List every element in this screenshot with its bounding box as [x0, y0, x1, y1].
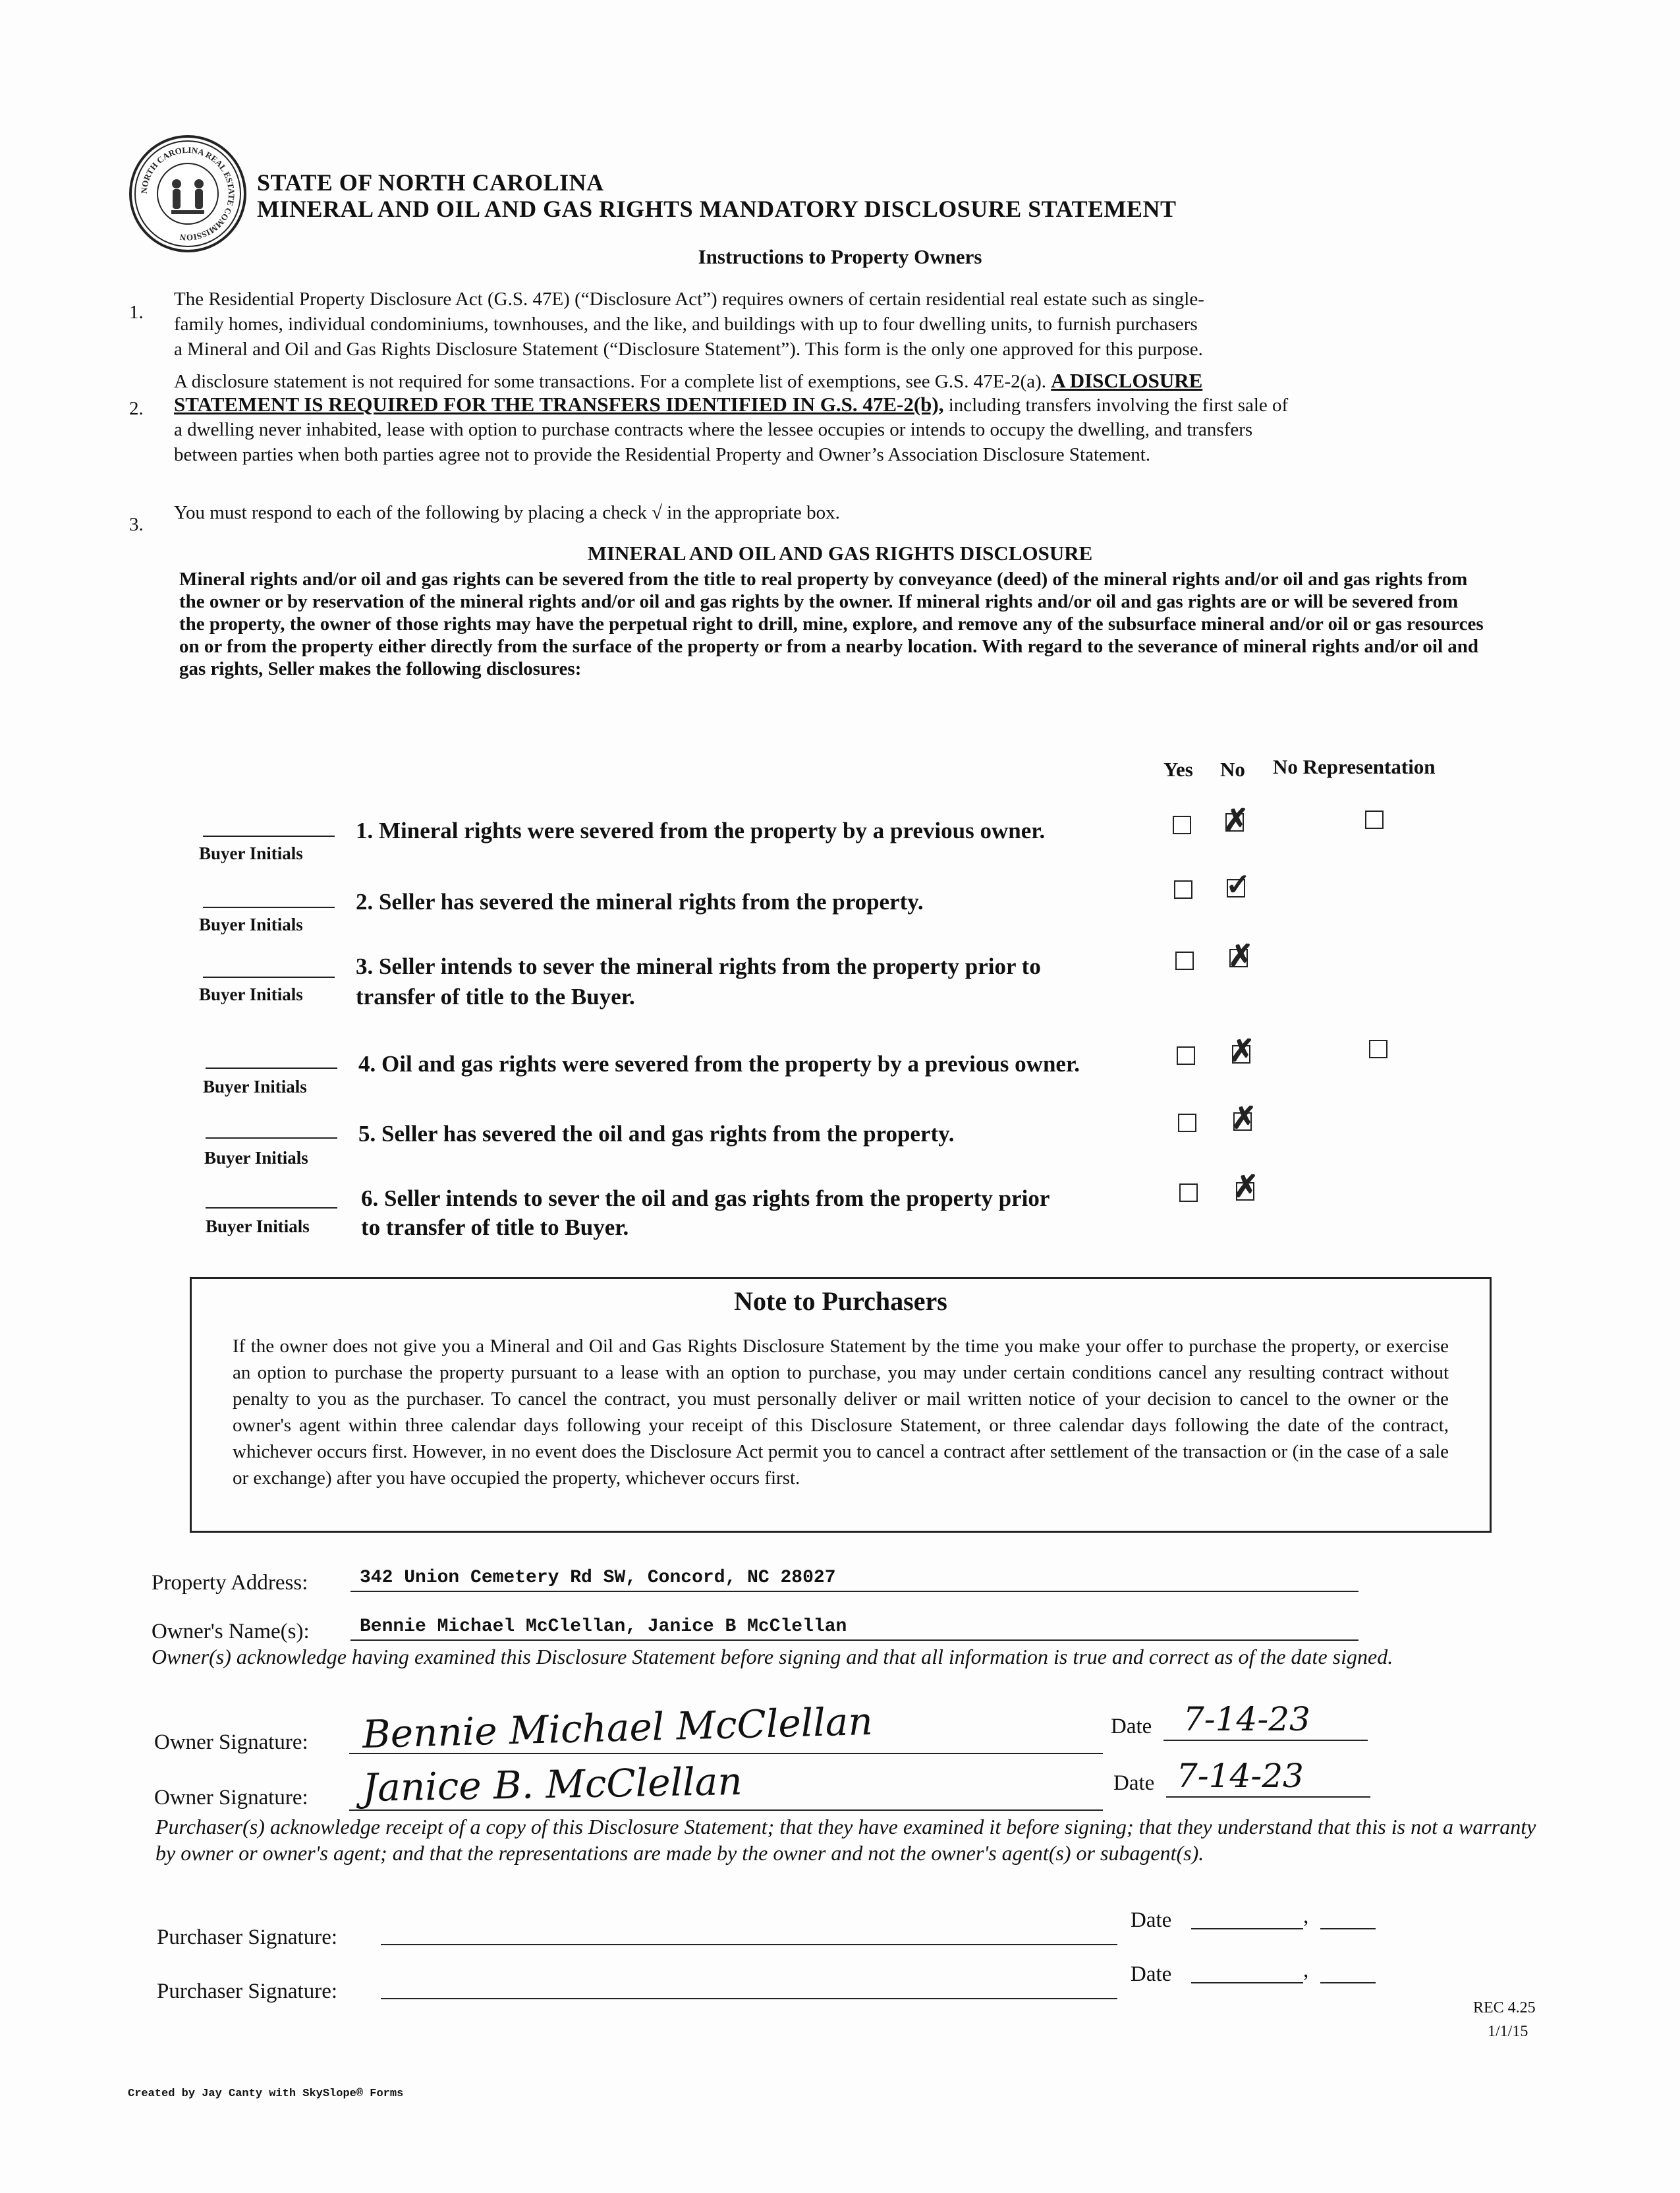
purchaser-signature-field[interactable] [381, 1969, 1117, 1999]
header-title: MINERAL AND OIL AND GAS RIGHTS MANDATORY DISCLOSURE STATEMENT [257, 196, 1177, 222]
buyer-initials-label: Buyer Initials [199, 984, 303, 1004]
buyer-initials-line[interactable] [206, 1137, 337, 1139]
owner-signature-value: Janice B. McClellan [362, 1758, 743, 1811]
owner-signature-field[interactable] [349, 1758, 1103, 1811]
question-5-no-check-icon: ✗ [1231, 1101, 1257, 1135]
purchaser-signature-date-field[interactable] [1191, 1902, 1303, 1929]
column-no: No [1220, 758, 1245, 781]
question-3-text-line-2: transfer of title to the Buyer. [356, 984, 635, 1010]
instruction-2-emphasis: A DISCLOSURE [1051, 369, 1203, 392]
form-date: 1/1/15 [1488, 2023, 1528, 2040]
question-3-text-line-1: 3. Seller intends to sever the mineral rights from the property prior to [356, 954, 1041, 979]
footer-credit: Created by Jay Canty with SkySlope® Forms [128, 2088, 404, 2100]
instruction-2-text-cont: including transfers involving the first sale of [943, 395, 1289, 416]
instruction-1-number: 1. [129, 302, 144, 323]
owners-name-label: Owner's Name(s): [152, 1620, 310, 1643]
owners-name-value: Bennie Michael McClellan, Janice B McClellan [360, 1616, 847, 1637]
question-4-norep-checkbox[interactable] [1369, 1040, 1387, 1058]
question-6-no-check-icon: ✗ [1233, 1170, 1259, 1203]
owner-signature-date-label: Date [1113, 1771, 1155, 1795]
column-yes: Yes [1163, 758, 1193, 781]
buyer-initials-label: Buyer Initials [206, 1216, 310, 1236]
seal-text: NORTH CAROLINA REAL ESTATE COMMISSION [138, 144, 237, 243]
buyer-initials-line[interactable] [203, 977, 335, 978]
question-4-no-check-icon: ✗ [1229, 1034, 1255, 1068]
purchaser-signature-date-label: Date [1131, 1908, 1172, 1932]
instruction-2-line-1 [174, 369, 1202, 393]
question-3-yes-checkbox[interactable] [1175, 952, 1194, 970]
owners-name-field[interactable] [350, 1610, 1358, 1641]
instruction-2-line-3: a dwelling never inhabited, lease with option to purchase contracts where the lessee occupies or intends to occupy the dwelling, and transfers [174, 419, 1253, 440]
purchaser-signature-label: Purchaser Signature: [157, 1925, 338, 1949]
buyer-initials-label: Buyer Initials [199, 915, 303, 934]
owner-signature-date-value: 7-14-23 [1183, 1700, 1310, 1738]
note-title: Note to Purchasers [734, 1286, 947, 1316]
svg-text:NORTH CAROLINA REAL ESTATE COM [139, 145, 237, 242]
buyer-initials-line[interactable] [203, 836, 335, 837]
question-5-yes-checkbox[interactable] [1178, 1114, 1196, 1132]
disclosure-body: Mineral rights and/or oil and gas rights can be severed from the title to real property by conveyance (deed) of the mineral rights and/or oil and gas rights from the owner or by reservation of the mineral rights and/or oil and gas rights by the owner. If mineral rights and/or oil and gas rights are or will be severed from the property, the owner of those rights may have the perpetual right to drill, mine, explore, and remove any of the subsurface mineral and/or oil or gas resources on or from the property either directly from the surface of the property or from a nearby location. With regard to the severance of mineral rights and/or oil and gas rights, Seller makes the following disclosures: [179, 569, 1484, 679]
column-no-representation: No Representation [1273, 755, 1436, 778]
owner-signature-label: Owner Signature: [154, 1730, 308, 1754]
instruction-2-required: STATEMENT IS REQUIRED FOR THE TRANSFERS IDENTIFIED IN G.S. 47E-2(b), [174, 393, 944, 416]
owner-signature-date-value: 7-14-23 [1177, 1757, 1304, 1795]
instruction-2-line-2 [174, 393, 1288, 417]
commission-seal [129, 135, 246, 252]
question-4-yes-checkbox[interactable] [1177, 1046, 1195, 1065]
instruction-3-line-1: You must respond to each of the following by placing a check √ in the appropriate box. [174, 502, 840, 523]
question-6-text-line-1: 6. Seller intends to sever the oil and gas rights from the property prior [361, 1185, 1050, 1211]
question-6-yes-checkbox[interactable] [1179, 1183, 1198, 1202]
instruction-1-line-3: a Mineral and Oil and Gas Rights Disclosure Statement (“Disclosure Statement”). This form is the only one approved for this purpose. [174, 339, 1203, 360]
purchaser-signature-label: Purchaser Signature: [157, 1979, 338, 2003]
question-5-text: 5. Seller has severed the oil and gas rights from the property. [358, 1121, 955, 1147]
owner-signature-date-label: Date [1111, 1715, 1152, 1738]
instructions-title: Instructions to Property Owners [698, 245, 982, 268]
property-address-field[interactable] [350, 1562, 1358, 1592]
question-6-text-line-2: to transfer of title to Buyer. [361, 1214, 629, 1240]
purchaser-acknowledgement: Purchaser(s) acknowledge receipt of a copy of this Disclosure Statement; that they have examined it before signing; that they understand that this is not a warranty by owner or owner's agent; and that the representations are made by the owner and not the owner's agent(s) or subagent(s). [155, 1815, 1536, 1865]
owner-signature-label: Owner Signature: [154, 1786, 308, 1809]
form-code: REC 4.25 [1473, 1999, 1536, 2016]
owner-signature-date-field[interactable] [1166, 1759, 1370, 1798]
instruction-2-number: 2. [129, 398, 144, 419]
buyer-initials-label: Buyer Initials [199, 843, 303, 863]
note-to-purchasers-box [190, 1277, 1492, 1533]
buyer-initials-label: Buyer Initials [203, 1077, 307, 1096]
purchaser-signature-field[interactable] [381, 1915, 1117, 1945]
instruction-1-line-1: The Residential Property Disclosure Act (G.S. 47E) (“Disclosure Act”) requires owners of certain residential real estate such as single- [174, 289, 1204, 310]
question-2-text: 2. Seller has severed the mineral rights from the property. [356, 889, 924, 915]
seal-graphic [132, 138, 244, 250]
question-1-no-check-icon: ✗ [1223, 803, 1249, 837]
buyer-initials-line[interactable] [203, 907, 335, 908]
buyer-initials-line[interactable] [206, 1207, 337, 1209]
owner-acknowledgement: Owner(s) acknowledge having examined this Disclosure Statement before signing and that all information is true and correct as of the date signed. [152, 1645, 1393, 1668]
instruction-1-line-2: family homes, individual condominiums, townhouses, and the like, and buildings with up to four dwelling units, to furnish purchasers [174, 314, 1198, 335]
owner-signature-field[interactable] [349, 1698, 1103, 1757]
purchaser-signature-year-field[interactable] [1320, 1956, 1376, 1983]
purchaser-signature-date-field[interactable] [1191, 1956, 1303, 1983]
disclosure-title: MINERAL AND OIL AND GAS RIGHTS DISCLOSURE [587, 542, 1093, 565]
instruction-2-text: A disclosure statement is not required for some transactions. For a complete list of exemptions, see G.S. 47E-2(a). [174, 371, 1047, 392]
purchaser-signature-date-label: Date [1131, 1962, 1172, 1986]
question-1-text: 1. Mineral rights were severed from the property by a previous owner. [356, 818, 1046, 843]
note-body: If the owner does not give you a Mineral and Oil and Gas Rights Disclosure Statement by the time you make your offer to purchase the property, or exercise an option to purchase the property pursuant to a lease with an option to purchase, you may under certain conditions cancel any resulting contract without penalty to you as the purchaser. To cancel the contract, you must personally deliver or mail written notice of your decision to cancel to the owner or the owner's agent within three calendar days following your receipt of this Disclosure Statement, or three calendar days following the date of the contract, whichever occurs first. However, in no event does the Disclosure Act permit you to cancel a contract after settlement of the transaction or (in the case of a sale or exchange) after you have occupied the property, whichever occurs first. [233, 1336, 1449, 1489]
property-address-value: 342 Union Cemetery Rd SW, Concord, NC 28027 [360, 1568, 836, 1588]
question-3-no-check-icon: ✗ [1228, 939, 1254, 973]
instruction-3-number: 3. [129, 514, 144, 535]
question-2-yes-checkbox[interactable] [1174, 880, 1192, 899]
instruction-2-line-4: between parties when both parties agree not to provide the Residential Property and Owner’s Association Disclosure Statement. [174, 444, 1151, 465]
buyer-initials-label: Buyer Initials [204, 1148, 308, 1168]
question-1-norep-checkbox[interactable] [1365, 811, 1384, 829]
date-comma: , [1303, 1904, 1309, 1928]
buyer-initials-line[interactable] [206, 1068, 337, 1069]
header-state: STATE OF NORTH CAROLINA [257, 169, 604, 196]
question-2-no-check-icon: ✓ [1225, 868, 1251, 901]
owner-signature-value: Bennie Michael McClellan [362, 1698, 874, 1757]
property-address-label: Property Address: [152, 1571, 308, 1595]
question-1-yes-checkbox[interactable] [1173, 816, 1191, 834]
date-comma: , [1303, 1958, 1309, 1982]
question-4-text: 4. Oil and gas rights were severed from the property by a previous owner. [358, 1051, 1080, 1077]
purchaser-signature-year-field[interactable] [1320, 1902, 1376, 1929]
owner-signature-date-field[interactable] [1163, 1700, 1368, 1741]
